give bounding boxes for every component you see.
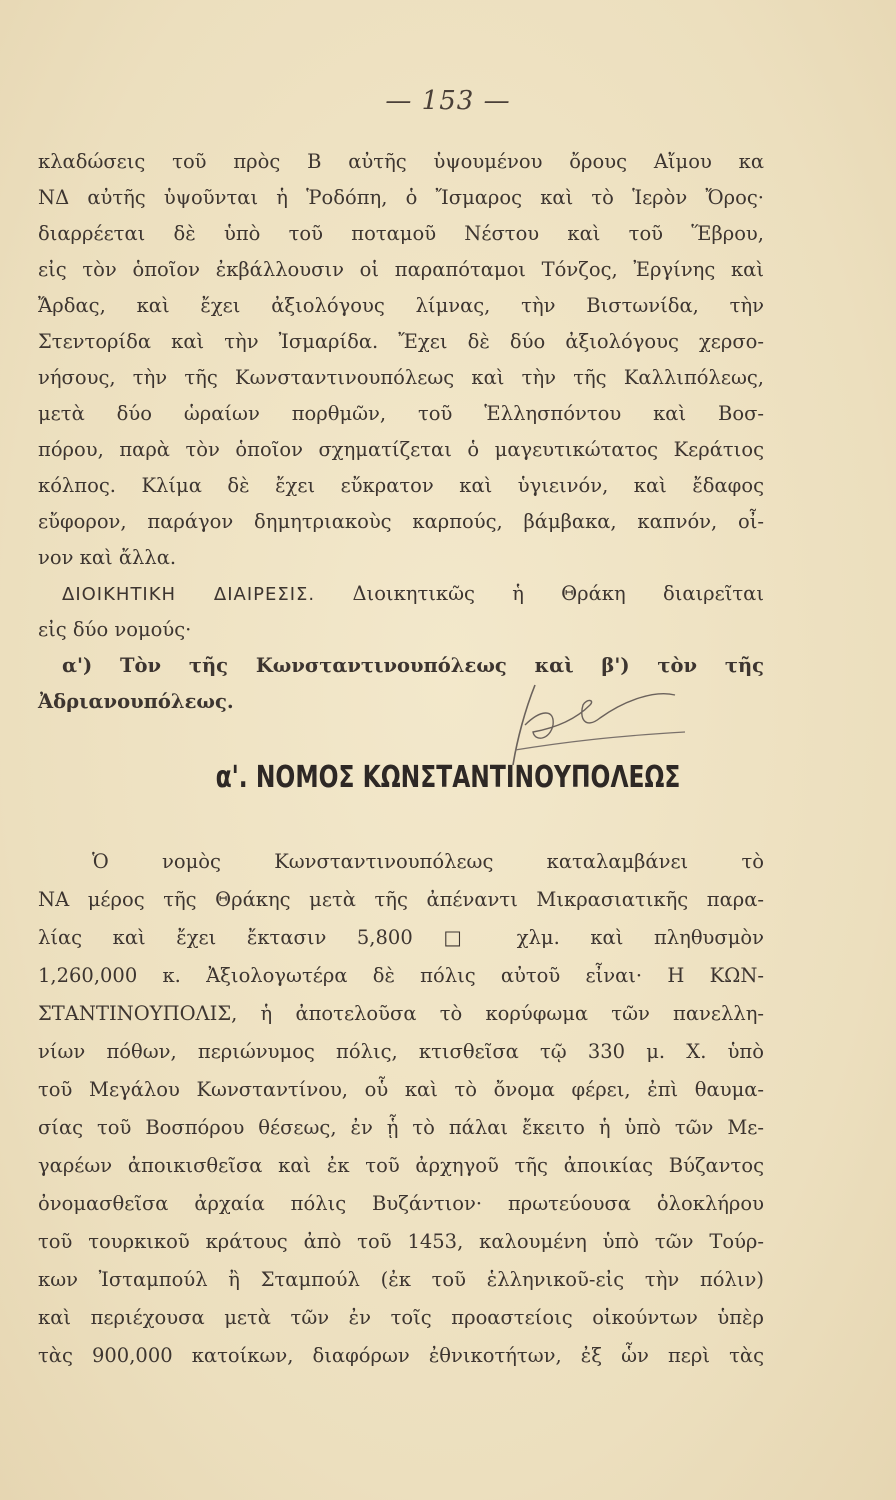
text-line: εἰς τὸν ὁποῖον ἐκβάλλουσιν οἱ παραπόταμοι Τόνζος, Ἐργίνης καὶ [38, 258, 764, 281]
text-line: κων Ἰσταμπούλ ἢ Σταμπούλ (ἐκ τοῦ ἑλληνικοῦ-εἰς τὴν πόλιν) [38, 1268, 764, 1291]
text-line: καὶ περιέχουσα μετὰ τῶν ἐν τοῖς προαστείοις οἰκούντων ὑπὲρ [38, 1306, 764, 1329]
section-label: ΔΙΟΙΚΗΤΙΚΗ ΔΙΑΙΡΕΣΙΣ. [62, 584, 316, 605]
text-line: 1,260,000 κ. Ἀξιολογωτέρα δὲ πόλις αὐτοῦ εἶναι· Η ΚΩΝ- [38, 964, 764, 987]
text-line: τοῦ Μεγάλου Κωνσταντίνου, οὗ καὶ τὸ ὄνομα φέρει, ἐπὶ θαυμα- [38, 1078, 764, 1101]
text-line: διαρρέεται δὲ ὑπὸ τοῦ ποταμοῦ Νέστου καὶ τοῦ Ἕβρου, [38, 222, 764, 245]
text-line: τοῦ τουρκικοῦ κράτους ἀπὸ τοῦ 1453, καλουμένη ὑπὸ τῶν Τούρ- [38, 1230, 764, 1253]
text-line: νήσους, τὴν τῆς Κωνσταντινουπόλεως καὶ τὴν τῆς Καλλιπόλεως, [38, 366, 764, 389]
text-line: Στεντορίδα καὶ τὴν Ἰσμαρίδα. Ἔχει δὲ δύο ἀξιολόγους χερσο- [38, 330, 764, 353]
text-line: Ἄρδας, καὶ ἔχει ἀξιολόγους λίμνας, τὴν Βιστωνίδα, τὴν [38, 294, 764, 317]
text-line: Ὁ νομὸς Κωνσταντινουπόλεως καταλαμβάνει τὸ [92, 850, 764, 873]
text-line: νίων πόθων, περιώνυμος πόλις, κτισθεῖσα τῷ 330 μ. Χ. ὑπὸ [38, 1040, 764, 1063]
text-line: α') Τὸν τῆς Κωνσταντινουπόλεως καὶ β') τὸν τῆς [62, 654, 764, 677]
text-line: ΝΑ μέρος τῆς Θράκης μετὰ τῆς ἀπέναντι Μικρασιατικῆς παρα- [38, 888, 764, 911]
text-line: τὰς 900,000 κατοίκων, διαφόρων ἐθνικοτήτων, ἐξ ὧν περὶ τὰς [38, 1344, 764, 1367]
text-line: γαρέων ἀποικισθεῖσα καὶ ἐκ τοῦ ἀρχηγοῦ τῆς ἀποικίας Βύζαντος [38, 1154, 764, 1177]
text-line: σίας τοῦ Βοσπόρου θέσεως, ἐν ᾗ τὸ πάλαι ἔκειτο ἡ ὑπὸ τῶν Με- [38, 1116, 764, 1139]
text-line: ὀνομασθεῖσα ἀρχαία πόλις Βυζάντιον· πρωτεύουσα ὁλοκλήρου [38, 1192, 764, 1215]
text-line: ΣΤΑΝΤΙΝΟΥΠΟΛΙΣ, ἡ ἀποτελοῦσα τὸ κορύφωμα τῶν πανελλη- [38, 1002, 764, 1025]
text-line: κόλπος. Κλίμα δὲ ἔχει εὔκρατον καὶ ὑγιεινόν, καὶ ἔδαφος [38, 474, 764, 497]
section-heading: α'. ΝΟΜΟΣ ΚΩΝΣΤΑΝΤΙΝΟΥΠΟΛΕΩΣ [215, 760, 681, 795]
section-text: Διοικητικῶς ἡ Θράκη διαιρεῖται [352, 582, 764, 605]
text-line: πόρου, παρὰ τὸν ὁποῖον σχηματίζεται ὁ μαγευτικώτατος Κεράτιος [38, 438, 764, 461]
text-line: κλαδώσεις τοῦ πρὸς Β αὐτῆς ὑψουμένου ὄρους Αἴμου κα [38, 150, 764, 173]
text-line: νον καὶ ἄλλα. [38, 546, 177, 569]
text-line: Ἀδριανουπόλεως. [38, 690, 234, 713]
text-line [62, 580, 764, 609]
page-number: — 153 — [385, 86, 511, 116]
text-line: εἰς δύο νομούς· [38, 618, 192, 641]
text-line: εὔφορον, παράγον δημητριακοὺς καρπούς, βάμβακα, καπνόν, οἶ- [38, 510, 764, 533]
text-line: ΝΔ αὐτῆς ὑψοῦνται ἡ Ῥοδόπη, ὁ Ἴσμαρος καὶ τὸ Ἱερὸν Ὄρος· [38, 186, 764, 209]
text-line: μετὰ δύο ὡραίων πορθμῶν, τοῦ Ἑλλησπόντου καὶ Βοσ- [38, 402, 764, 425]
text-line: λίας καὶ ἔχει ἔκτασιν 5,800 □ χλμ. καὶ πληθυσμὸν [38, 926, 764, 949]
